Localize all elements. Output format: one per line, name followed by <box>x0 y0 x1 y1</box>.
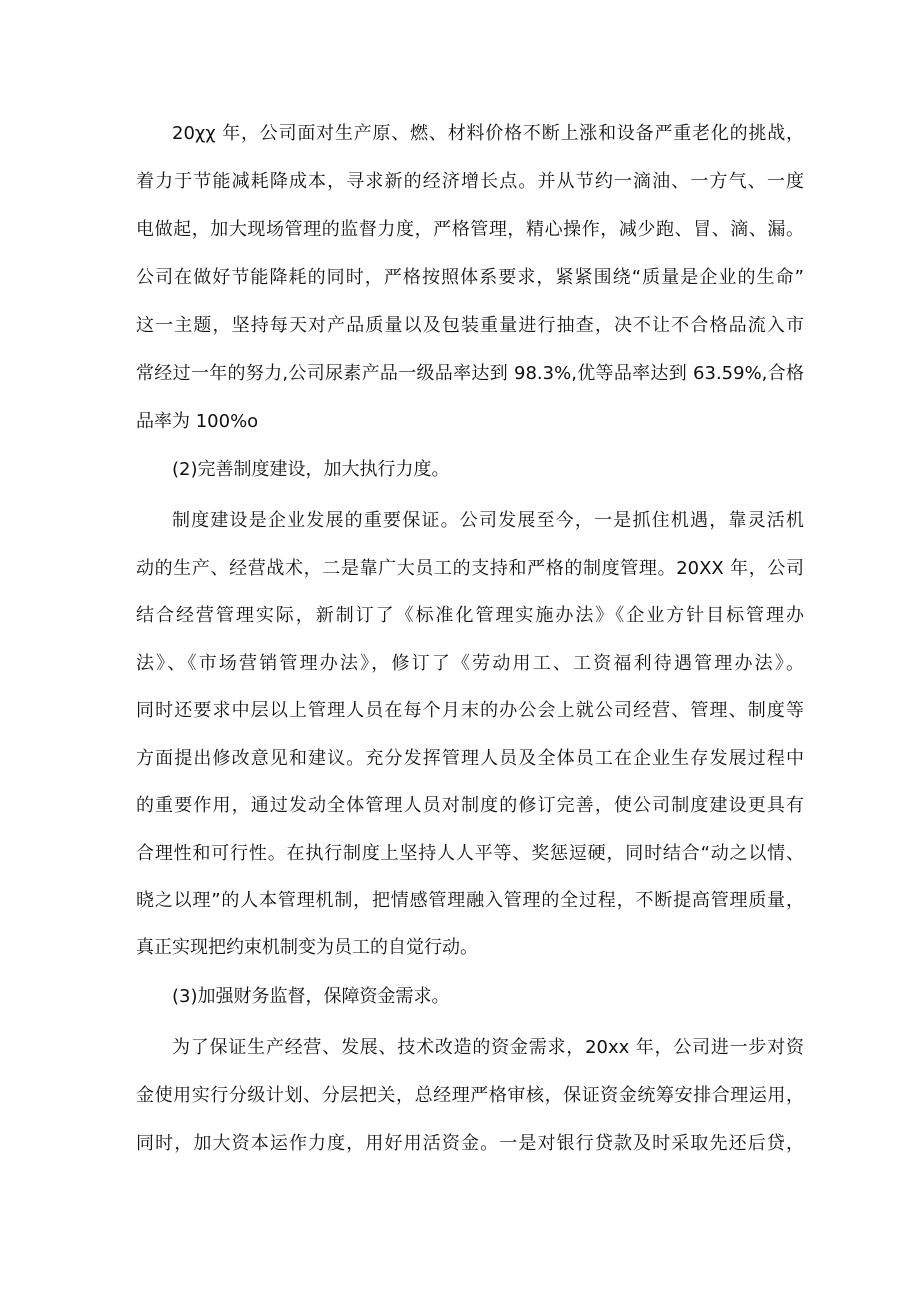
text-line: 公司在做好节能降耗的同时，严格按照体系要求，紧紧围绕“质量是企业的生命” <box>136 267 804 288</box>
text-line: 金使用实行分级计划、分层把关，总经理严格审核，保证资金统筹安排合理运用， <box>136 1085 804 1106</box>
text-line: 这一主题，坚持每天对产品质量以及包装重量进行抽查，决不让不合格品流入市 <box>136 315 804 336</box>
text-line: 的重要作用，通过发动全体管理人员对制度的修订完善，使公司制度建设更具有 <box>136 795 804 816</box>
text-line: 真正实现把约束机制变为员工的自觉行动。 <box>136 937 478 958</box>
text-line: 为了保证生产经营、发展、技术改造的资金需求，20xx 年，公司进一步对资 <box>172 1037 804 1058</box>
section-heading: (2)完善制度建设，加大执行力度。 <box>172 459 450 480</box>
text-line: 品率为 100%o <box>136 411 259 432</box>
text-line: 制度建设是企业发展的重要保证。公司发展至今，一是抓住机遇，靠灵活机 <box>172 510 804 531</box>
text-line: 合理性和可行性。在执行制度上坚持人人平等、奖惩逗硬，同时结合“动之以情、 <box>136 843 804 864</box>
text-line: 同时，加大资本运作力度，用好用活资金。一是对银行贷款及时采取先还后贷， <box>136 1133 804 1154</box>
text-line: 方面提出修改意见和建议。充分发挥管理人员及全体员工在企业生存发展过程中 <box>136 748 804 769</box>
text-line: 电做起，加大现场管理的监督力度，严格管理，精心操作，减少跑、冒、滴、漏。 <box>136 219 804 240</box>
text-line: 动的生产、经营战术，二是靠广大员工的支持和严格的制度管理。20XX 年，公司 <box>136 558 804 579</box>
text-line: 结合经营管理实际，新制订了《标准化管理实施办法》《企业方针目标管理办 <box>136 605 804 626</box>
text-line: 常经过一年的努力,公司尿素产品一级品率达到 98.3%,优等品率达到 63.59%,合格 <box>136 363 804 384</box>
text-line: 同时还要求中层以上管理人员在每个月末的办公会上就公司经营、管理、制度等 <box>136 700 804 721</box>
section-heading: (3)加强财务监督，保障资金需求。 <box>172 986 450 1007</box>
text-line: 着力于节能减耗降成本，寻求新的经济增长点。并从节约一滴油、一方气、一度 <box>136 171 804 192</box>
text-line: 法》、《市场营销管理办法》，修订了《劳动用工、工资福利待遇管理办法》。 <box>136 653 804 674</box>
text-line: 晓之以理”的人本管理机制，把情感管理融入管理的全过程，不断提高管理质量， <box>136 890 804 911</box>
text-line: 20χχ 年，公司面对生产原、燃、材料价格不断上涨和设备严重老化的挑战， <box>172 123 804 144</box>
